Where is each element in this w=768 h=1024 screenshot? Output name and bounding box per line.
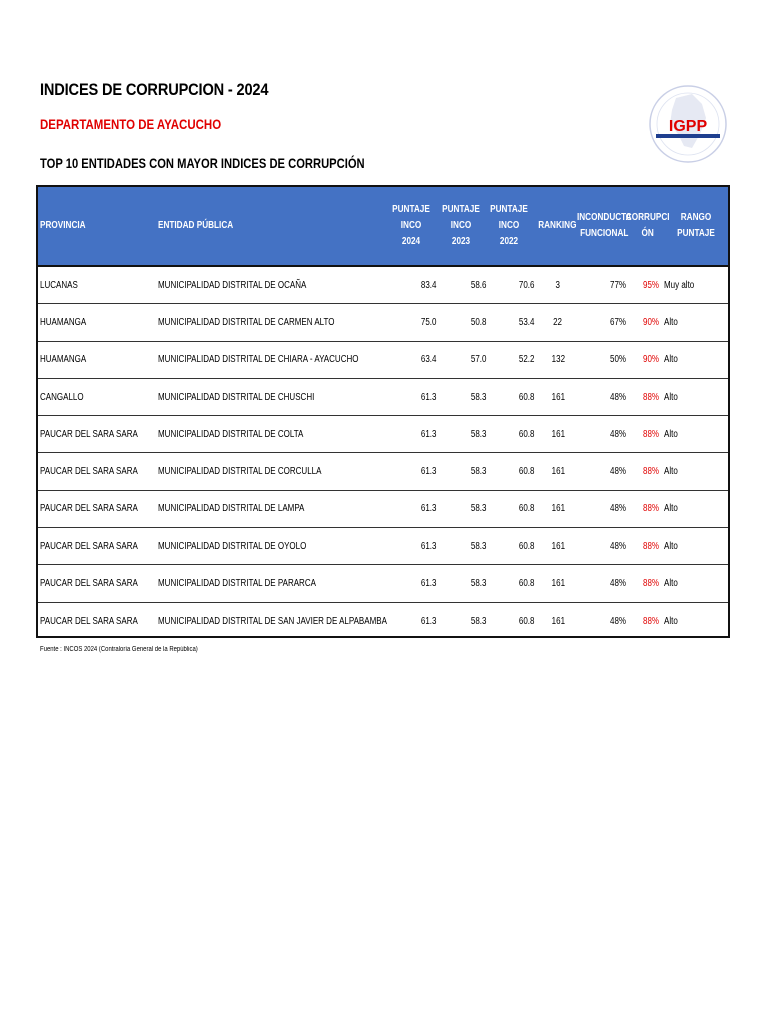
cell-value: Alto [664,578,678,590]
cell-value: LUCANAS [40,279,78,291]
cell-rango [664,267,728,303]
cell-value: 60.8 [518,391,534,403]
cell-value: 75.0 [420,316,436,328]
cell-corrupcion [631,304,659,340]
cell-rango [664,528,728,564]
cell-value: 161 [551,578,565,590]
cell-value: MUNICIPALIDAD DISTRITAL DE OCAÑA [158,279,307,291]
cell-inco-2022 [486,416,534,452]
cell-value: 161 [551,540,565,552]
cell-inco-2022 [486,267,534,303]
table-row [38,304,728,341]
cell-value: MUNICIPALIDAD DISTRITAL DE OYOLO [158,540,307,552]
cell-inconducta [578,342,626,378]
cell-value: 50% [609,354,626,366]
cell-value: 95% [642,279,659,291]
cell-inco-2024 [388,528,436,564]
cell-provincia [40,304,155,340]
cell-provincia [40,267,155,303]
cell-value: PAUCAR DEL SARA SARA [40,466,138,478]
cell-ranking [540,528,576,564]
cell-corrupcion [631,565,659,601]
department-subtitle: DEPARTAMENTO DE AYACUCHO [40,116,222,132]
cell-value: 57.0 [470,354,486,366]
cell-provincia [40,342,155,378]
cell-inco-2023 [438,379,486,415]
cell-rango [664,603,728,640]
cell-inconducta [578,528,626,564]
corruption-index-table [36,185,730,638]
cell-value: 58.6 [470,279,486,291]
cell-entidad [158,491,383,527]
cell-inconducta [578,379,626,415]
cell-value: 48% [609,540,626,552]
cell-value: 61.3 [420,540,436,552]
cell-inco-2024 [388,304,436,340]
cell-value: CANGALLO [40,391,84,403]
cell-inco-2023 [438,304,486,340]
cell-entidad [158,304,383,340]
cell-value: PAUCAR DEL SARA SARA [40,615,138,627]
table-row [38,528,728,565]
cell-inco-2022 [486,342,534,378]
cell-inco-2024 [388,379,436,415]
cell-inco-2024 [388,565,436,601]
col-inco-2024-header [388,187,434,265]
cell-corrupcion [631,603,659,640]
cell-value: MUNICIPALIDAD DISTRITAL DE CHIARA - AYACUCHO [158,354,359,366]
cell-entidad [158,453,383,489]
cell-inco-2023 [438,603,486,640]
cell-corrupcion [631,453,659,489]
column-header-label: PROVINCIA [40,220,86,231]
table-row [38,416,728,453]
cell-value: 161 [551,615,565,627]
cell-corrupcion [631,379,659,415]
cell-value: HUAMANGA [40,354,87,366]
cell-corrupcion [631,491,659,527]
cell-provincia [40,453,155,489]
cell-inconducta [578,416,626,452]
cell-value: Alto [664,466,678,478]
cell-value: 48% [609,578,626,590]
cell-inco-2023 [438,453,486,489]
cell-value: HUAMANGA [40,316,87,328]
cell-entidad [158,342,383,378]
cell-value: MUNICIPALIDAD DISTRITAL DE PARARCA [158,578,316,590]
cell-value: 161 [551,466,565,478]
cell-inconducta [578,453,626,489]
cell-value: MUNICIPALIDAD DISTRITAL DE CORCULLA [158,466,322,478]
cell-value: PAUCAR DEL SARA SARA [40,428,138,440]
cell-value: 53.4 [518,316,534,328]
cell-inco-2023 [438,342,486,378]
cell-value: 63.4 [420,354,436,366]
col-rango-header [664,187,728,265]
cell-value: Alto [664,540,678,552]
col-ranking-header [536,187,578,265]
cell-inconducta [578,304,626,340]
col-provincia-header [40,187,155,265]
cell-rango [664,304,728,340]
source-note: Fuente : INCOS 2024 (Contraloría General de la República) [40,646,198,653]
cell-value: 50.8 [470,316,486,328]
cell-value: Alto [664,503,678,515]
cell-value: 161 [551,391,565,403]
cell-value: 48% [609,615,626,627]
section-title: TOP 10 ENTIDADES CON MAYOR INDICES DE CORRUPCIÓN [40,155,365,171]
cell-entidad [158,416,383,452]
cell-inco-2024 [388,453,436,489]
table-header [38,187,728,267]
cell-value: 3 [555,279,561,291]
col-corrupcion-header [625,187,670,265]
cell-entidad [158,379,383,415]
col-inco-2022-header [486,187,532,265]
table-row [38,603,728,640]
page-title: INDICES DE CORRUPCION - 2024 [40,80,269,99]
cell-inco-2022 [486,304,534,340]
table-row [38,491,728,528]
col-inconducta-header [578,187,631,265]
cell-value: 88% [642,391,659,403]
cell-ranking [540,304,576,340]
cell-value: 60.8 [518,466,534,478]
cell-inco-2024 [388,342,436,378]
cell-rango [664,565,728,601]
cell-value: 88% [642,578,659,590]
cell-value: 48% [609,503,626,515]
cell-value: MUNICIPALIDAD DISTRITAL DE CHUSCHI [158,391,315,403]
cell-value: 88% [642,466,659,478]
column-header-label: PUNTAJE INCO 2023 [442,204,480,247]
cell-value: 61.3 [420,428,436,440]
cell-value: 60.8 [518,615,534,627]
cell-entidad [158,528,383,564]
cell-entidad [158,565,383,601]
cell-entidad [158,603,387,640]
cell-rango [664,491,728,527]
cell-inco-2023 [438,416,486,452]
cell-value: 61.3 [420,615,436,627]
cell-ranking [540,379,576,415]
logo-text: IGPP [668,118,708,135]
column-header-label: INCONDUCTA FUNCIONAL [577,212,632,239]
cell-ranking [540,453,576,489]
cell-inco-2024 [388,491,436,527]
cell-value: 52.2 [518,354,534,366]
table-body [38,267,728,640]
cell-inco-2022 [486,379,534,415]
cell-value: 161 [551,428,565,440]
cell-value: 58.3 [470,615,486,627]
cell-inco-2022 [486,528,534,564]
cell-value: 48% [609,391,626,403]
cell-value: PAUCAR DEL SARA SARA [40,578,138,590]
table-row [38,379,728,416]
column-header-label: RANKING [537,220,577,231]
cell-value: 61.3 [420,466,436,478]
cell-value: 61.3 [420,503,436,515]
cell-rango [664,379,728,415]
cell-ranking [540,491,576,527]
cell-inco-2023 [438,528,486,564]
column-header-label: PUNTAJE INCO 2024 [392,204,430,247]
cell-value: MUNICIPALIDAD DISTRITAL DE SAN JAVIER DE ALPABAMBA [158,615,387,627]
cell-ranking [540,342,576,378]
cell-inco-2024 [388,267,436,303]
table-row [38,342,728,379]
cell-ranking [540,267,576,303]
cell-value: 60.8 [518,503,534,515]
table-row [38,453,728,490]
cell-value: 90% [642,354,659,366]
cell-corrupcion [631,267,659,303]
cell-value: MUNICIPALIDAD DISTRITAL DE COLTA [158,428,304,440]
cell-value: 58.3 [470,428,486,440]
table-row [38,565,728,602]
cell-value: PAUCAR DEL SARA SARA [40,540,138,552]
cell-value: 58.3 [470,391,486,403]
cell-inco-2022 [486,565,534,601]
cell-ranking [540,603,576,640]
cell-corrupcion [631,342,659,378]
cell-value: 60.8 [518,540,534,552]
cell-inco-2022 [486,491,534,527]
cell-rango [664,453,728,489]
cell-value: 88% [642,428,659,440]
cell-value: 70.6 [518,279,534,291]
cell-ranking [540,416,576,452]
cell-value: 60.8 [518,578,534,590]
cell-inco-2024 [388,416,436,452]
column-header-label: ENTIDAD PÚBLICA [158,220,234,231]
cell-value: Alto [664,615,678,627]
column-header-label: CORRUPCI ÓN [625,212,670,239]
cell-value: Muy alto [664,279,695,291]
cell-value: 48% [609,428,626,440]
cell-value: 58.3 [470,466,486,478]
cell-value: 83.4 [420,279,436,291]
column-header-label: RANGO PUNTAJE [677,212,715,239]
cell-value: 58.3 [470,540,486,552]
cell-inco-2023 [438,565,486,601]
cell-inconducta [578,565,626,601]
cell-value: 58.3 [470,503,486,515]
cell-value: 88% [642,503,659,515]
cell-value: 161 [551,503,565,515]
cell-inco-2023 [438,491,486,527]
cell-value: 88% [642,540,659,552]
col-entidad-header [158,187,383,265]
cell-inco-2022 [486,453,534,489]
cell-value: 58.3 [470,578,486,590]
cell-value: 88% [642,615,659,627]
cell-inco-2024 [388,603,436,640]
cell-value: MUNICIPALIDAD DISTRITAL DE LAMPA [158,503,305,515]
cell-provincia [40,379,155,415]
cell-value: Alto [664,428,678,440]
cell-value: PAUCAR DEL SARA SARA [40,503,138,515]
cell-value: 60.8 [518,428,534,440]
column-header-label: PUNTAJE INCO 2022 [490,204,528,247]
cell-provincia [40,491,155,527]
cell-value: 22 [553,316,563,328]
cell-corrupcion [631,528,659,564]
cell-value: 67% [609,316,626,328]
cell-inconducta [578,491,626,527]
cell-corrupcion [631,416,659,452]
cell-value: 90% [642,316,659,328]
cell-value: Alto [664,354,678,366]
cell-value: 48% [609,466,626,478]
cell-inconducta [578,603,626,640]
cell-ranking [540,565,576,601]
igpp-logo [648,84,728,164]
cell-rango [664,416,728,452]
cell-value: Alto [664,316,678,328]
cell-value: 61.3 [420,391,436,403]
cell-provincia [40,416,155,452]
cell-provincia [40,565,155,601]
cell-value: MUNICIPALIDAD DISTRITAL DE CARMEN ALTO [158,316,335,328]
cell-value: 132 [551,354,565,366]
cell-inco-2023 [438,267,486,303]
cell-inconducta [578,267,626,303]
col-inco-2023-header [438,187,484,265]
cell-rango [664,342,728,378]
cell-value: 61.3 [420,578,436,590]
cell-inco-2022 [486,603,534,640]
cell-entidad [158,267,383,303]
cell-value: 77% [609,279,626,291]
table-row [38,267,728,304]
cell-provincia [40,528,155,564]
cell-provincia [40,603,155,640]
cell-value: Alto [664,391,678,403]
